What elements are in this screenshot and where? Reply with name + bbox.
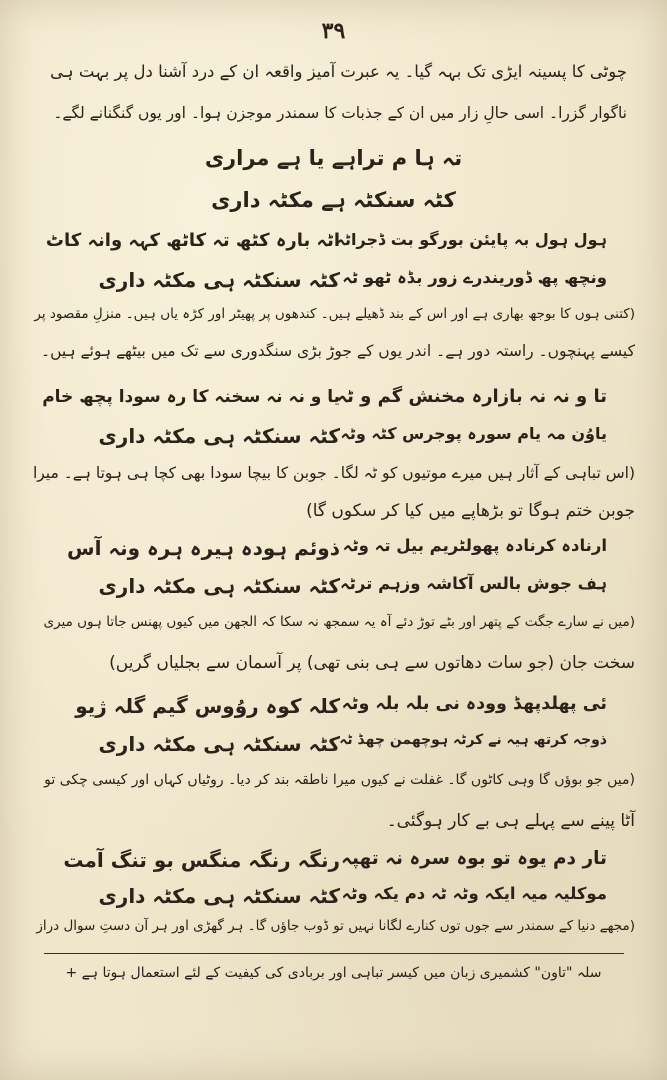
translation-note: آٹا پینے سے پہلے ہی بے کار ہوگئی۔ [386,811,635,831]
verse-line-left: کٹہ سنکٹہ ہی مکٹہ داری [98,884,340,908]
poem-refrain-heading: کٹہ سنکٹہ ہے مکٹہ داری [211,188,456,212]
translation-note: کیسے پہنچوں۔ راستہ دور ہے۔ اندر یوں کے جوڑ بڑی سنگدوری سے تک میں بیٹھے ہوئے ہیں۔ [40,342,635,360]
verse-line-left: رنگہ رنگہ منگس بو تنگ آمت [63,848,340,872]
translation-note: (مجھے دنیا کے سمندر سے جوں توں کنارے لگانا نہیں تو ڈوب جاؤں گا۔ ہر گھڑی اور ہر آن دستِ سوال دراز [36,918,635,934]
verse-line-right: تا و نہ نہ بازارہ مخنش گم و ٹہ [336,386,607,407]
translation-note: (میں جو بوؤں گا وہی کاٹوں گا۔ غفلت نے کیوں میرا ناطقہ بند کر دیا۔ روٹیاں کہاں اور کیسی چکی تو [44,772,635,788]
prose-line: ناگوار گزرا۔ اسی حالِ زار میں ان کے جذبات کا سمندر موجزن ہوا۔ اور یوں گنگنانے لگے۔ [53,104,627,122]
verse-line-right: یاوُن مہ یام سورہ پوجرس کٹہ وٹہ [340,424,607,443]
verse-line-right: ہف جوش بالس آکاشہ وزہم ترٹہ [340,574,607,593]
verse-line-left: اٹہ بارہ کٹھ تہ کاٹھ کہہ وانہ کاٹ [45,230,340,251]
verse-line-right: ہول ہول بہ پایئن بورگو بت ڈجراٹہ [335,230,607,249]
translation-note: سخت جان (جو سات دھاتوں سے ہی بنی تھی) پر آسمان سے بجلیاں گریں) [109,653,635,673]
translation-note: (اس تباہی کے آثار ہیں میرے موتیوں کو ٹہ لگا۔ جوبن کا بیچا سودا بھی کچا ہی ہوتا ہے۔ میرا [32,464,635,482]
translation-note: جوبن ختم ہوگا تو بڑھاپے میں کیا کر سکوں گا) [306,501,635,521]
footnote-divider [44,953,624,954]
verse-line-left: کٹہ سنکٹہ ہی مکٹہ داری [98,268,340,292]
footnote: سلہ "تاون" کشمیری زبان میں کیسر تباہی اور بربادی کی کیفیت کے لئے استعمال ہوتا ہے + [65,965,602,981]
translation-note: (کتنی ہوں کا بوجھ بھاری ہے اور اس کے بند ڈھیلے ہیں۔ کندھوں پر پھیٹر اور کڑہ یاں ہیں۔ منزلِ مقصود پر [34,306,635,322]
verse-line-right: موکلیہ میہ ایکہ وٹہ ٹہ دم یکہ وٹہ [341,884,607,903]
verse-line-right: ئی پھلدپھڈ وودہ نی بلہ بلہ وٹہ [341,694,607,714]
verse-line-left: کٹہ سنکٹہ ہی مکٹہ داری [98,574,340,598]
prose-line: چوٹی کا پسینہ ایڑی تک بہہ گیا۔ یہ عبرت آمیز واقعہ ان کے درد آشنا دل پر بہت ہی [50,62,627,81]
verse-line-right: تار دم یوہ تو بوہ سرہ نہ تھپہ [341,848,607,869]
verse-line-left: یا و نہ نہ سخنہ کا رہ سودا پچھ خام [42,387,340,407]
verse-line-left: کلہ کوہ روُوس گیم گلہ ژیو [75,694,340,718]
verse-line-right: ذوجہ کرتھ ہیہ نے کرٹہ ہوچھمن چھڈ ٹہ [339,732,607,748]
verse-line-right: ارنادہ کرنادہ پھولٹریم بیل تہ وٹہ [342,536,607,555]
poem-refrain-heading: تہ ہا م تراہے یا ہے مراری [204,146,463,170]
page-number: ۳۹ [321,18,346,44]
translation-note: (میں نے سارے جگت کے پتھر اور بٹے توڑ دئے آہ یہ سمجھ نہ سکا کہ الجھن میں کیوں پھنس جاتا ہوں میری [43,614,635,630]
verse-line-right: ونچھ پھ ڈوریندرے زور بڈہ ٹھو ٹہ [342,268,607,287]
verse-line-left: ذوئم ہودہ ہیرہ ہرہ ونہ آس [67,536,340,560]
verse-line-left: کٹہ سنکٹہ ہی مکٹہ داری [98,424,340,448]
verse-line-left: کٹہ سنکٹہ ہی مکٹہ داری [98,732,340,756]
